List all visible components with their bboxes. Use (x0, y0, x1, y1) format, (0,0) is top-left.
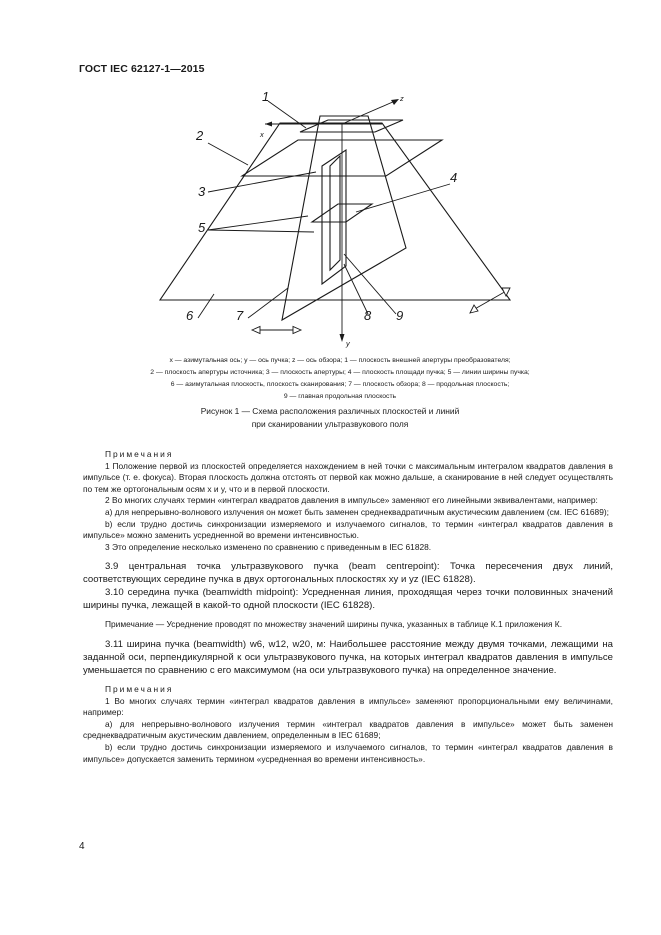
callout-5: 5 (198, 220, 206, 235)
notes-heading: Примечания (105, 683, 174, 694)
note-paragraph: 2 Во многих случаях термин «интеграл квадратов давления в импульсе» заменяют его линейными эквивалентами, например: (105, 495, 598, 506)
azimuth-plane (160, 123, 510, 300)
term-3-11: 3.11 ширина пучка (beamwidth) w6, w12, w20, м: Наибольшее расстояние между двумя точками, лежащими на заданной оси, перпендикулярной к оси ультразвукового пучка, на которых интеграл квадратов давления в импульсе уменьшается по сравнению с его максимумом (на оси ультразвукового пучка) на определенное значение. (83, 638, 613, 676)
legend-line: 6 — азимутальная плоскость, плоскость сканирования; 7 — плоскость обзора; 8 — продольная плоскость; (170, 381, 510, 388)
term-3-10: 3.10 середина пучка (beamwidth midpoint): Усредненная линия, проходящая через точки половинных значений ширины пучка, лежащей в какой-то одной плоскости (IEC 61828). (83, 587, 613, 612)
leader-9 (344, 254, 396, 314)
callout-7: 7 (236, 308, 244, 323)
note-paragraph: a) для непрерывно-волнового излучения термин «интеграл квадратов давления в импульсе» может быть заменен среднеквадратичным акустическим давлением, определенным в IEC 61689; (83, 718, 613, 741)
note-paragraph: b) если трудно достичь синхронизации измеряемого и излучаемого сигналов, то термин «интеграл квадратов давления в импульсе» допускается заменить термином «усредненная во времени интенсивность». (83, 741, 613, 764)
notes-heading: Примечания (105, 449, 174, 459)
note-paragraph: a) для непрерывно-волнового излучения он может быть заменен среднеквадратичным акустическим давлением (см. IEC 61689); (105, 506, 609, 517)
note-paragraph: 1 Положение первой из плоскостей определяется нахождением в ней точки с максимальным интегралом квадратов давления в импульсе (т. е. фокуса). Вторая плоскость должна отстоять от первой как можно дальше, а сканирование в ней следует осуществлять по тем же ортогональным осям x и y, что и в первой плоскости. (83, 460, 613, 494)
callout-4: 4 (450, 170, 458, 185)
main-longitudinal-plane (330, 156, 340, 270)
note-3-10: Примечание — Усреднение проводят по множеству значений ширины пучка, указанных в таблице К.1 приложения К. (105, 619, 563, 630)
leader-6 (198, 294, 214, 318)
caption-line: Рисунок 1 — Схема расположения различных плоскостей и линий (200, 406, 460, 416)
document-header: ГОСТ IEC 62127-1—2015 (79, 63, 205, 75)
leader-2 (208, 143, 248, 165)
view-plane (282, 116, 406, 320)
callout-2: 2 (196, 128, 204, 143)
callout-3: 3 (198, 184, 206, 199)
legend-line: 2 — плоскость апертуры источника; 3 — плоскость апертуры; 4 — плоскость площади пучка; 5 — линии ширины пучка; (150, 369, 530, 376)
term-3-9: 3.9 центральная точка ультразвукового пучка (beam centrepoint): Точка пересечения двух линий, соответствующих середине пучка в двух ортогональных плоскостях xy и yz (IEC 61828). (83, 561, 613, 586)
callout-1: 1 (262, 89, 270, 104)
callout-6: 6 (186, 308, 194, 323)
callout-8: 8 (364, 308, 372, 323)
figure-legend (70, 355, 610, 403)
legend-line: x — азимутальная ось; y — ось пучка; z — ось обзора; 1 — плоскость внешней апертуры преобразователя; (169, 357, 511, 364)
axis-z-label: z (400, 94, 404, 103)
leader-3 (208, 172, 316, 192)
leader-5a (208, 216, 308, 230)
leader-8 (344, 264, 368, 314)
leader-7 (248, 288, 288, 318)
axis-y-label: y (346, 339, 350, 348)
caption-line: при сканировании ультразвукового поля (251, 419, 409, 429)
axis-x-label: x (260, 130, 264, 139)
note-paragraph: 1 Во многих случаях термин «интеграл квадратов давления в импульсе» заменяют пропорциональными ему величинами, например: (83, 695, 613, 718)
note-paragraph: 3 Это определение несколько изменено по сравнению с приведенным в IEC 61828. (105, 541, 432, 552)
figure-caption (90, 405, 570, 431)
page-number: 4 (79, 841, 85, 852)
legend-line: 9 — главная продольная плоскость (283, 393, 397, 400)
callout-9: 9 (396, 308, 404, 323)
figure-scan-planes (150, 88, 530, 350)
document-body (83, 449, 613, 765)
note-paragraph: b) если трудно достичь синхронизации измеряемого и излучаемого сигналов, то термин «интеграл квадратов давления в импульсе» можно заменить усредненной во времени интенсивностью. (83, 518, 613, 541)
